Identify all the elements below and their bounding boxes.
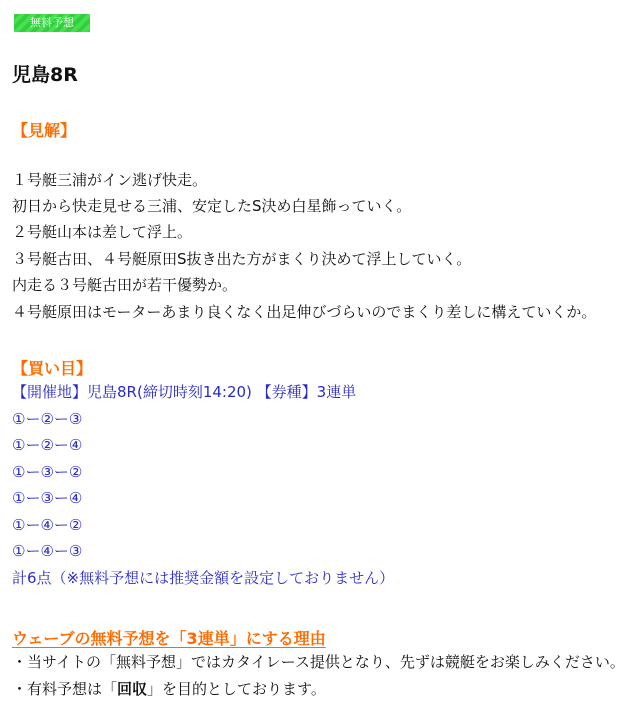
combo-item: ①ー②ー④	[12, 436, 83, 454]
reason-line-1: ・当サイトの「無料予想」ではカタイレース提供となり、先ずは競艇をお楽しみください。	[12, 653, 625, 671]
reason-line-2-post: 」を目的としております。	[147, 680, 326, 698]
opinion-line: ３号艇古田、４号艇原田S抜き出た方がまくり決めて浮上していく。	[12, 250, 472, 268]
reason-line-2-pre: ・有料予想は「	[12, 680, 118, 698]
picks-heading: 【買い目】	[12, 359, 93, 378]
opinion-line: ２号艇山本は差して浮上。	[12, 223, 193, 241]
combo-item: ①ー③ー②	[12, 463, 83, 481]
opinion-line: 内走る３号艇古田が若干優勢か。	[12, 276, 238, 294]
picks-total: 計6点（※無料予想には推奨金額を設定しておりません）	[12, 569, 395, 587]
opinion-heading: 【見解】	[12, 121, 77, 140]
combo-item: ①ー④ー③	[12, 542, 83, 560]
free-prediction-badge: 無料予想	[14, 14, 90, 32]
combo-item: ①ー②ー③	[12, 410, 83, 428]
opinion-line: ４号艇原田はモーターあまり良くなく出足伸びづらいのでまくり差しに構えていくか。	[12, 303, 597, 321]
race-title: 児島8R	[12, 64, 78, 86]
combo-item: ①ー④ー②	[12, 516, 83, 534]
opinion-line: 初日から快走見せる三浦、安定したS決め白星飾っていく。	[12, 197, 412, 215]
reason-line-2	[12, 679, 326, 699]
opinion-line: １号艇三浦がイン逃げ快走。	[12, 171, 208, 189]
reason-line-2-bold: 回収	[117, 680, 148, 698]
picks-info: 【開催地】児島8R(締切時刻14:20) 【券種】3連単	[12, 383, 357, 401]
combo-item: ①ー③ー④	[12, 489, 83, 507]
reason-link[interactable]: ウェーブの無料予想を「3連単」にする理由	[12, 629, 326, 648]
